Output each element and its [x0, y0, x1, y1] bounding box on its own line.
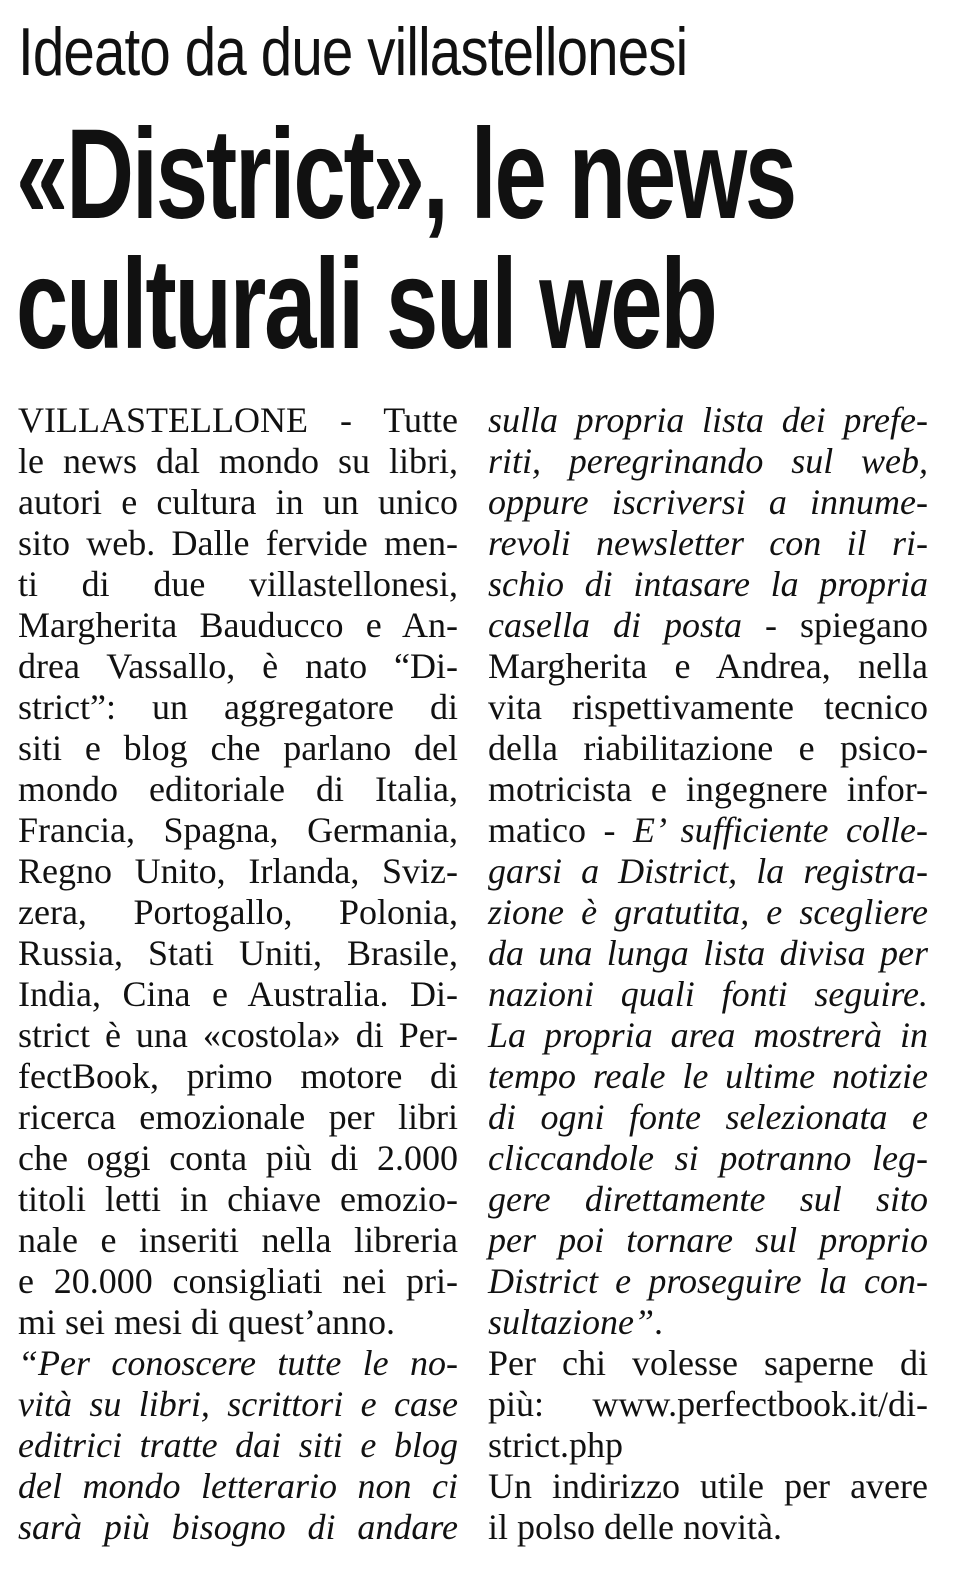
- text-line: [488, 1302, 928, 1343]
- text-line: revoli newsletter con il ri-: [488, 523, 928, 563]
- text-run: sultazione”: [488, 1302, 655, 1342]
- text-line: Margherita Bauducco e An-: [18, 605, 458, 645]
- text-line: garsi a District, la registra-: [488, 851, 928, 891]
- text-line: zera, Portogallo, Polonia,: [18, 892, 458, 932]
- text-line: vità su libri, scrittori e case: [18, 1384, 458, 1424]
- text-line: Per chi volesse saperne di: [488, 1343, 928, 1383]
- text-line: [488, 810, 928, 851]
- text-line: sarà più bisogno di andare: [18, 1507, 458, 1547]
- headline-line-1: «District», le news: [16, 103, 796, 246]
- text-line: drea Vassallo, è nato “Di-: [18, 646, 458, 686]
- text-line: il polso delle novità.: [488, 1507, 782, 1547]
- text-line: motricista e ingegnere infor-: [488, 769, 928, 809]
- text-line: cliccandole si potranno leg-: [488, 1138, 928, 1178]
- text-line: Russia, Stati Uniti, Brasile,: [18, 933, 458, 973]
- text-line: zione è gratutita, e scegliere: [488, 892, 928, 932]
- text-line: che oggi conta più di 2.000: [18, 1138, 458, 1178]
- text-line: mi sei mesi di quest’anno.: [18, 1302, 395, 1342]
- text-line: gere direttamente sul sito: [488, 1179, 928, 1219]
- text-line: riti, peregrinando sul web,: [488, 441, 928, 481]
- text-line: strict”: un aggregatore di: [18, 687, 458, 727]
- text-line: strict è una «costola» di Per-: [18, 1015, 458, 1055]
- text-line: Un indirizzo utile per avere: [488, 1466, 928, 1506]
- text-line: tempo reale le ultime notizie: [488, 1056, 928, 1096]
- article-headline: [16, 103, 796, 376]
- text-line: per poi tornare sul proprio: [488, 1220, 928, 1260]
- text-line: oppure iscriversi a innume-: [488, 482, 928, 522]
- text-line: Francia, Spagna, Germania,: [18, 810, 458, 850]
- text-line: “Per conoscere tutte le no-: [18, 1343, 458, 1383]
- text-run: casella di posta: [488, 605, 743, 645]
- text-line: sito web. Dalle fervide men-: [18, 523, 458, 563]
- text-line: VILLASTELLONE - Tutte: [18, 400, 458, 440]
- text-line: ricerca emozionale per libri: [18, 1097, 458, 1137]
- text-line: Regno Unito, Irlanda, Sviz-: [18, 851, 458, 891]
- text-line: [488, 605, 928, 646]
- text-line: District e proseguire la con-: [488, 1261, 928, 1301]
- article-column-right: [488, 400, 928, 1548]
- text-line: da una lunga lista divisa per: [488, 933, 928, 973]
- text-run: matico -: [488, 810, 634, 850]
- text-line: di ogni fonte selezionata e: [488, 1097, 928, 1137]
- text-line: fectBook, primo motore di: [18, 1056, 458, 1096]
- text-line: schio di intasare la propria: [488, 564, 928, 604]
- text-line: ti di due villastellonesi,: [18, 564, 458, 604]
- text-line: siti e blog che parlano del: [18, 728, 458, 768]
- text-run: - spiegano: [742, 605, 928, 645]
- text-line: sulla propria lista dei prefe-: [488, 400, 928, 440]
- text-line: vita rispettivamente tecnico: [488, 687, 928, 727]
- text-line: strict.php: [488, 1425, 623, 1465]
- text-line: della riabilitazione e psico-: [488, 728, 928, 768]
- text-line: editrici tratte dai siti e blog: [18, 1425, 458, 1465]
- text-line: nale e inseriti nella libreria: [18, 1220, 458, 1260]
- text-line: Margherita e Andrea, nella: [488, 646, 928, 686]
- text-line: mondo editoriale di Italia,: [18, 769, 458, 809]
- text-line: autori e cultura in un unico: [18, 482, 458, 522]
- text-line: nazioni quali fonti seguire.: [488, 974, 928, 1014]
- text-line: India, Cina e Australia. Di-: [18, 974, 458, 1014]
- text-run: .: [654, 1302, 664, 1342]
- text-run: E’ sufficiente colle-: [633, 810, 928, 850]
- article-kicker: Ideato da due villastellonesi: [18, 14, 688, 90]
- text-line: le news dal mondo su libri,: [18, 441, 458, 481]
- text-line: e 20.000 consigliati nei pri-: [18, 1261, 458, 1301]
- headline-line-2: culturali sul web: [16, 233, 716, 376]
- text-line: del mondo letterario non ci: [18, 1466, 458, 1506]
- text-line: più: www.perfectbook.it/di-: [488, 1384, 928, 1424]
- text-line: titoli letti in chiave emozio-: [18, 1179, 458, 1219]
- text-line: La propria area mostrerà in: [488, 1015, 928, 1055]
- article-column-left: [18, 400, 458, 1548]
